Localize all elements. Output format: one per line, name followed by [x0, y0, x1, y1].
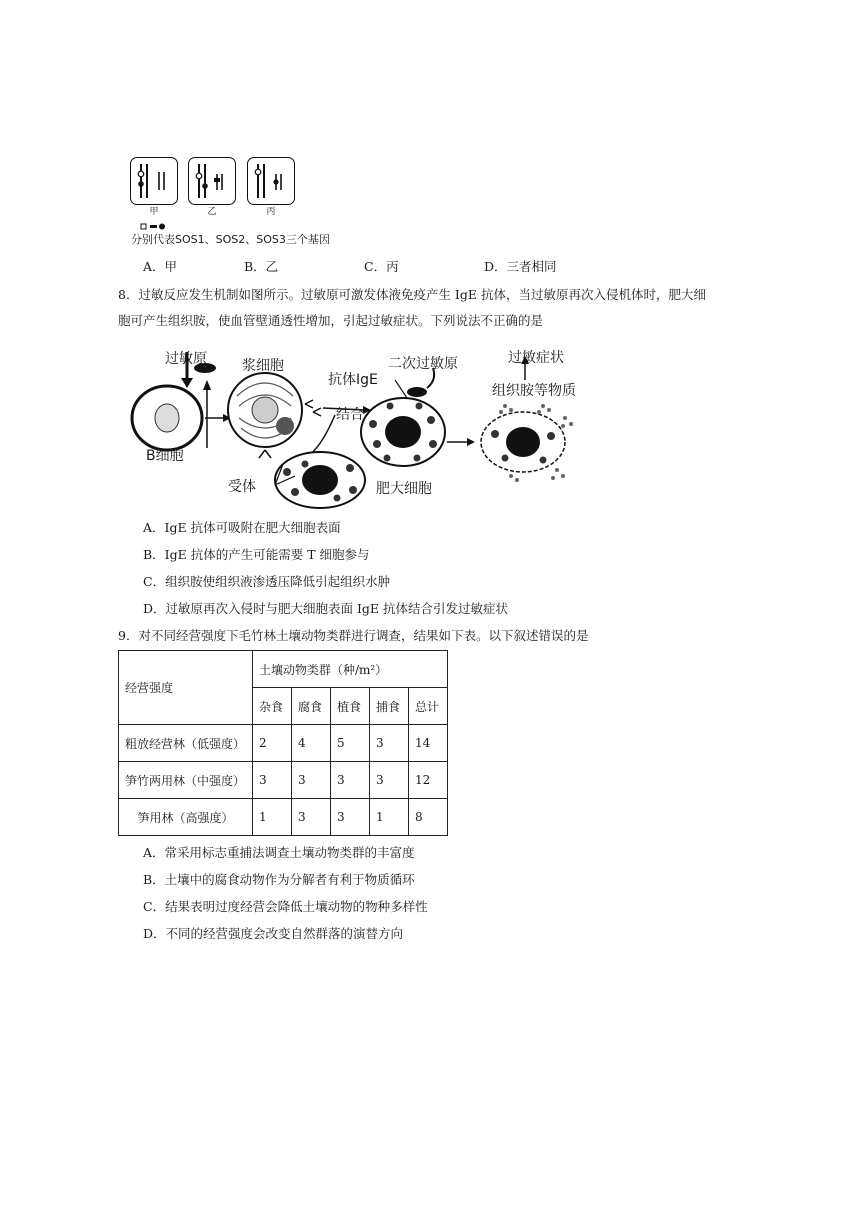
q7-option-d: D．三者相同 — [484, 259, 557, 274]
column-header: 总计 — [409, 688, 448, 725]
q8-option-b: B．IgE 抗体的产生可能需要 T 细胞参与 — [143, 547, 370, 562]
table-cell: 3 — [292, 799, 331, 836]
group-header-cell: 土壤动物类群（种/m²） — [253, 651, 448, 688]
table-cell: 4 — [292, 725, 331, 762]
column-header: 腐食 — [292, 688, 331, 725]
table-cell: 3 — [253, 762, 292, 799]
q9-option-d: D．不同的经营强度会改变自然群落的演替方向 — [143, 926, 404, 941]
column-header: 杂食 — [253, 688, 292, 725]
label-allergen: 过敏原 — [165, 351, 207, 367]
column-header: 植食 — [331, 688, 370, 725]
q8-stem-line1: 8．过敏反应发生机制如图所示。过敏原可激发体液免疫产生 IgE 抗体，当过敏原再次入侵机体时，肥大细 — [118, 287, 706, 302]
q9-option-a: A．常采用标志重捕法调查土壤动物类群的丰富度 — [143, 845, 415, 860]
table-cell: 3 — [331, 799, 370, 836]
table-row — [119, 725, 448, 762]
table-cell: 12 — [409, 762, 448, 799]
table-cell: 14 — [409, 725, 448, 762]
table-cell: 2 — [253, 725, 292, 762]
row-header-cell: 经营强度 — [119, 651, 253, 725]
label-ige-antibody: 抗体IgE — [328, 372, 378, 388]
table-row — [119, 799, 448, 836]
table-header-row — [119, 651, 448, 688]
label-b-cell: B细胞 — [146, 448, 184, 464]
q7-option-a: A．甲 — [143, 259, 178, 274]
column-header: 捕食 — [370, 688, 409, 725]
chromosome-box-jia — [130, 157, 178, 205]
table-cell: 3 — [370, 725, 409, 762]
label-plasma-cell: 浆细胞 — [242, 358, 284, 374]
table-cell: 1 — [370, 799, 409, 836]
box-label-jia: 甲 — [149, 207, 159, 217]
label-mast-cell: 肥大细胞 — [376, 481, 432, 497]
table-cell: 1 — [253, 799, 292, 836]
q8-stem-line2: 胞可产生组织胺，使血管壁通透性增加，引起过敏症状。下列说法不正确的是 — [118, 313, 544, 328]
chromosome-box-yi — [188, 157, 236, 205]
box-label-yi: 乙 — [207, 207, 217, 217]
row-label: 笋用林（高强度） — [119, 799, 253, 836]
q9-stem: 9．对不同经营强度下毛竹林土壤动物类群进行调查，结果如下表。以下叙述错误的是 — [118, 628, 589, 643]
label-histamine: 组织胺等物质 — [492, 383, 576, 399]
q9-option-b: B．土壤中的腐食动物作为分解者有利于物质循环 — [143, 872, 415, 887]
table-cell: 3 — [370, 762, 409, 799]
table-cell: 8 — [409, 799, 448, 836]
soil-fauna-table — [118, 650, 448, 836]
table-cell: 3 — [292, 762, 331, 799]
gene-legend-caption: 分别代表SOS1、SOS2、SOS3三个基因 — [131, 233, 330, 246]
row-label: 笋竹两用林（中强度） — [119, 762, 253, 799]
row-label: 粗放经营林（低强度） — [119, 725, 253, 762]
label-binding: 结合 — [336, 407, 364, 423]
label-allergy-symptom: 过敏症状 — [508, 350, 564, 366]
table-cell: 3 — [331, 762, 370, 799]
box-label-bing: 丙 — [266, 207, 276, 217]
q8-option-d: D．过敏原再次入侵时与肥大细胞表面 IgE 抗体结合引发过敏症状 — [143, 601, 509, 616]
q8-option-a: A．IgE 抗体可吸附在肥大细胞表面 — [143, 520, 341, 535]
q9-option-c: C．结果表明过度经营会降低土壤动物的物种多样性 — [143, 899, 428, 914]
table-cell: 5 — [331, 725, 370, 762]
q7-option-b: B．乙 — [244, 259, 279, 274]
table-row — [119, 762, 448, 799]
chromosome-box-bing — [247, 157, 295, 205]
label-receptor: 受体 — [228, 479, 256, 495]
label-second-allergen: 二次过敏原 — [388, 356, 458, 372]
q8-option-c: C．组织胺使组织液渗透压降低引起组织水肿 — [143, 574, 391, 589]
q7-option-c: C．丙 — [364, 259, 399, 274]
